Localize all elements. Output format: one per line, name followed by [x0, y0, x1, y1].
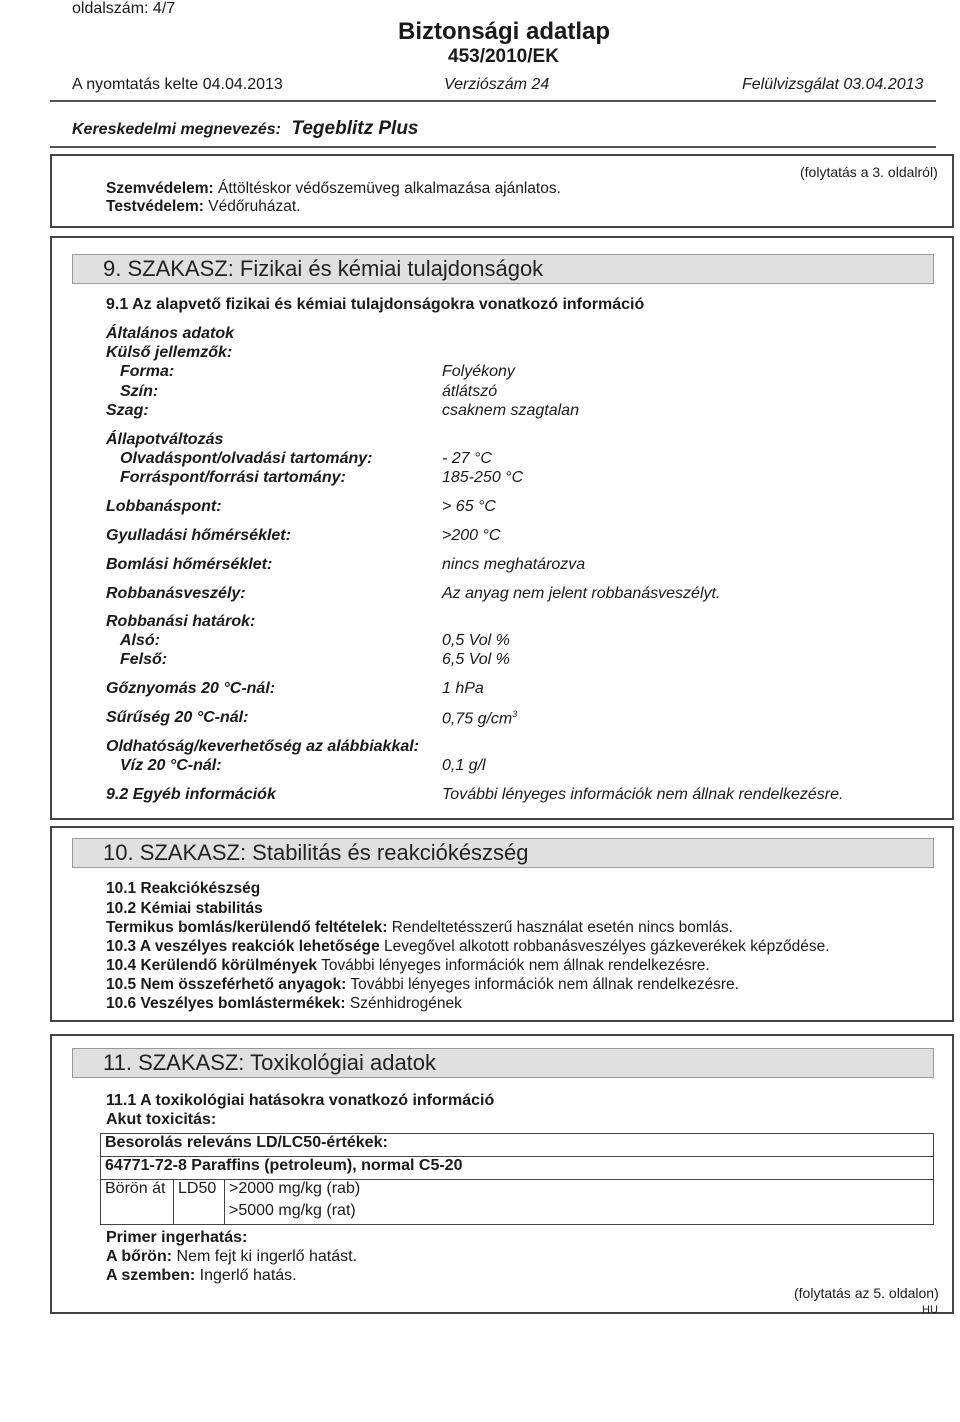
acute-toxicity: Akut toxicitás: — [106, 1111, 217, 1128]
flash-label: Lobbanáspont: — [106, 498, 222, 515]
density-number: 0,75 g/cm — [442, 710, 513, 728]
boiling-label: Forráspont/forrási tartomány: — [120, 469, 346, 486]
upper-label: Felső: — [120, 651, 168, 668]
lower-label: Alsó: — [120, 632, 160, 649]
table-row — [101, 1134, 934, 1157]
table-row — [101, 1202, 934, 1225]
boiling-value: 185-250 °C — [442, 469, 524, 486]
water-label: Víz 20 °C-nál: — [120, 757, 222, 774]
s10-r2: 10.2 Kémiai stabilitás — [106, 900, 263, 917]
melting-value: - 27 °C — [442, 450, 492, 467]
value-cell-1: >2000 mg/kg (rab) — [225, 1180, 934, 1203]
ignition-value: >200 °C — [442, 527, 501, 544]
header-rule — [50, 100, 936, 102]
s10-r3 — [106, 938, 830, 956]
s10-r1: 10.1 Reakciókészség — [106, 880, 261, 897]
state-change: Állapotváltozás — [106, 431, 224, 448]
vapor-value: 1 hPa — [442, 680, 484, 697]
header-rule-2 — [50, 146, 936, 148]
ignition-label: Gyulladási hőmérséklet: — [106, 527, 291, 544]
color-value: átlátszó — [442, 383, 498, 400]
decomp-label: Bomlási hőmérséklet: — [106, 556, 273, 573]
trade-name-label: Kereskedelmi megnevezés: — [72, 121, 281, 138]
s11-sub1: 11.1 A toxikológiai hatásokra vonatkozó információ — [106, 1092, 495, 1109]
substance-cell: 64771-72-8 Paraffins (petroleum), normal C5-20 — [101, 1157, 934, 1180]
density-unit-exponent: 3 — [512, 709, 518, 719]
trade-name-row — [72, 118, 419, 140]
primary-irritation: Primer ingerhatás: — [106, 1229, 248, 1246]
limits-label: Robbanási határok: — [106, 613, 256, 630]
general-data: Általános adatok — [106, 325, 235, 342]
trade-name: Tegeblitz Plus — [291, 118, 419, 139]
section9-heading — [72, 254, 934, 284]
flash-value: > 65 °C — [442, 498, 496, 515]
vapor-label: Gőznyomás 20 °C-nál: — [106, 680, 276, 697]
skin-effect — [106, 1248, 357, 1266]
solubility-label: Oldhatóság/keverhetőség az alábbiakkal: — [106, 738, 420, 755]
s10-r6-label: 10.6 Veszélyes bomlástermékek: — [106, 995, 346, 1012]
body-protection — [106, 198, 300, 216]
odor-label: Szag: — [106, 402, 149, 419]
regulation: 453/2010/EK — [448, 46, 559, 67]
ld50-cell: LD50 — [174, 1180, 225, 1225]
print-date: A nyomtatás kelte 04.04.2013 — [72, 76, 283, 93]
upper-value: 6,5 Vol % — [442, 651, 510, 668]
s10-r5 — [106, 976, 739, 994]
section11-title: 11. SZAKASZ: Toxikológiai adatok — [103, 1050, 437, 1075]
s10-r4 — [106, 957, 710, 975]
eye-protection-text: Áttöltéskor védőszemüveg alkalmazása ajánlatos. — [218, 180, 561, 197]
eye-protection — [106, 180, 561, 198]
section10-title: 10. SZAKASZ: Stabilitás és reakciókészség — [103, 840, 529, 865]
skin-text: Nem fejt ki ingerlő hatást. — [176, 1248, 358, 1265]
body-protection-label: Testvédelem: — [106, 198, 204, 215]
continued-to: (folytatás az 5. oldalon) — [794, 1285, 939, 1301]
s10-r2b-label: Termikus bomlás/kerülendő feltételek: — [106, 919, 388, 936]
doc-title: Biztonsági adatlap — [398, 18, 611, 45]
section10-heading — [72, 838, 934, 868]
s10-r4-label: 10.4 Kerülendő körülmények — [106, 957, 318, 974]
skin-label: A bőrön: — [106, 1248, 173, 1265]
s10-r4-text: További lényeges információk nem állnak rendelkezésre. — [321, 957, 710, 974]
form-value: Folyékony — [442, 363, 515, 380]
continued-from: (folytatás a 3. oldalról) — [800, 164, 938, 180]
s10-r6 — [106, 995, 462, 1013]
eye-effect — [106, 1267, 297, 1285]
eye-protection-label: Szemvédelem: — [106, 180, 214, 197]
route-cell: Börön át — [101, 1180, 174, 1225]
density-label: Sűrűség 20 °C-nál: — [106, 709, 249, 726]
s10-r5-text: További lényeges információk nem állnak rendelkezésre. — [350, 976, 739, 993]
version: Verziószám 24 — [444, 76, 550, 93]
language-code: HU — [922, 1304, 938, 1316]
page-number: oldalszám: 4/7 — [72, 0, 176, 17]
revision-date: Felülvizsgálat 03.04.2013 — [742, 76, 924, 93]
other-info-value: További lényeges információk nem állnak rendelkezésre. — [442, 786, 844, 803]
s9-sub1: 9.1 Az alapvető fizikai és kémiai tulajdonságokra vonatkozó információ — [106, 296, 645, 313]
decomp-value: nincs meghatározva — [442, 556, 586, 573]
explosion-label: Robbanásveszély: — [106, 585, 246, 602]
form-label: Forma: — [120, 363, 175, 380]
eye-text: Ingerlő hatás. — [199, 1267, 297, 1284]
toxicity-table — [100, 1133, 934, 1225]
s10-r2b — [106, 919, 733, 937]
table-row — [101, 1157, 934, 1180]
value-cell-2: >5000 mg/kg (rat) — [225, 1202, 934, 1225]
melting-label: Olvadáspont/olvadási tartomány: — [120, 450, 373, 467]
s10-r2b-text: Rendeltetésszerű használat esetén nincs bomlás. — [391, 919, 733, 936]
body-protection-text: Védőruházat. — [208, 198, 301, 215]
s10-r5-label: 10.5 Nem összeférhető anyagok: — [106, 976, 347, 993]
odor-value: csaknem szagtalan — [442, 402, 579, 419]
color-label: Szín: — [120, 383, 159, 400]
explosion-value: Az anyag nem jelent robbanásveszélyt. — [442, 585, 721, 602]
lower-value: 0,5 Vol % — [442, 632, 510, 649]
table-row — [101, 1180, 934, 1203]
section9-title: 9. SZAKASZ: Fizikai és kémiai tulajdonságok — [103, 256, 544, 281]
s10-r3-label: 10.3 A veszélyes reakciók lehetősége — [106, 938, 380, 955]
s10-r6-text: Szénhidrogének — [349, 995, 462, 1012]
section11-heading — [72, 1048, 934, 1078]
other-info-label: 9.2 Egyéb információk — [106, 786, 276, 803]
density-value — [442, 709, 517, 728]
s10-r3-text: Levegővel alkotott robbanásveszélyes gázkeverékek képződése. — [384, 938, 830, 955]
table-header: Besorolás releváns LD/LC50-értékek: — [101, 1134, 934, 1157]
appearance: Külső jellemzők: — [106, 344, 233, 361]
water-value: 0,1 g/l — [442, 757, 486, 774]
eye-label: A szemben: — [106, 1267, 196, 1284]
